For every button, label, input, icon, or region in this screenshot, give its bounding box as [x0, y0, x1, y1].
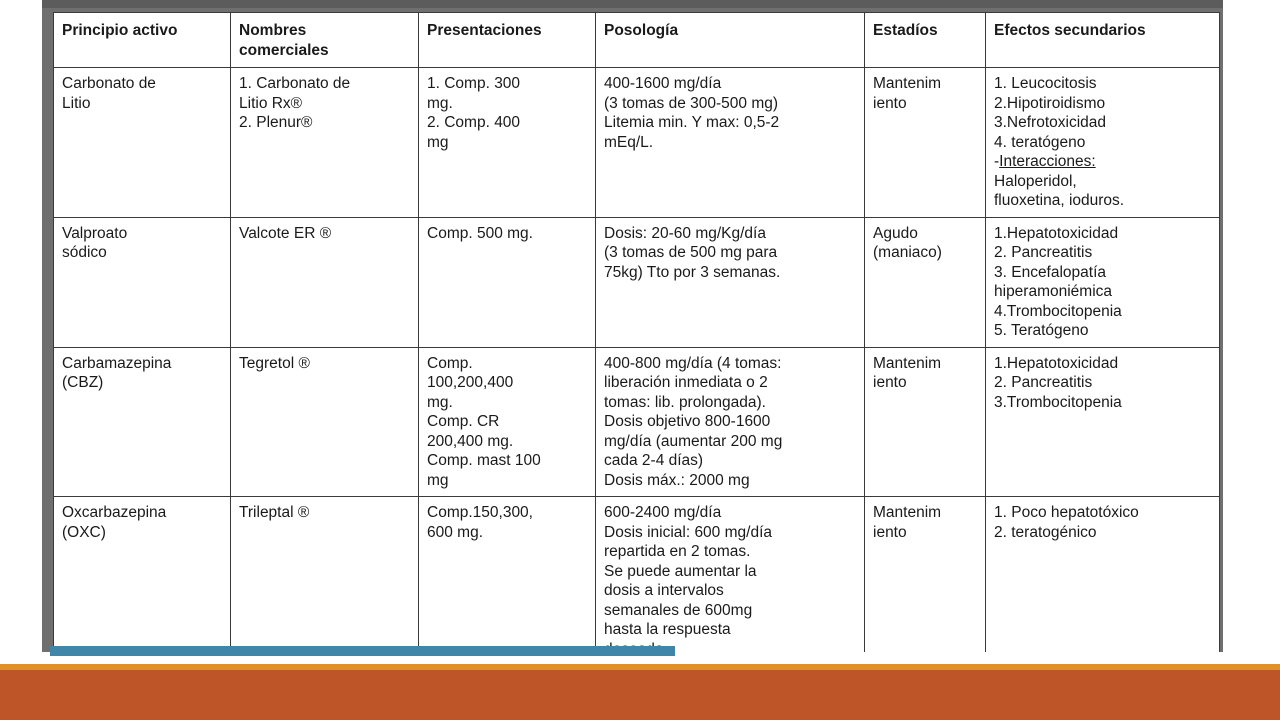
cell-presentaciones: 1. Comp. 300 mg. 2. Comp. 400 mg: [419, 68, 596, 218]
cell-efectos: 1. Poco hepatotóxico 2. teratogénico: [986, 497, 1220, 653]
cell-efectos: 1.Hepatotoxicidad 2. Pancreatitis 3.Trombocitopenia: [986, 347, 1220, 497]
cell-efectos: 1. Leucocitosis 2.Hipotiroidismo 3.Nefrotoxicidad 4. teratógeno -Interacciones: Haloperidol, fluoxetina, ioduros.: [986, 68, 1220, 218]
cell-nombres: Tegretol ®: [231, 347, 419, 497]
cell-efectos: 1.Hepatotoxicidad 2. Pancreatitis 3. Encefalopatía hiperamoniémica 4.Trombocitopenia 5. Teratógeno: [986, 217, 1220, 347]
table-header-row: [54, 13, 1220, 68]
table-row: [54, 217, 1220, 347]
efectos-list: 1. Leucocitosis 2.Hipotiroidismo 3.Nefrotoxicidad 4. teratógeno: [994, 75, 1107, 151]
footer-accent-bar: [0, 670, 1280, 720]
cell-estadios: Mantenim iento: [865, 497, 986, 653]
cell-posologia: 400-800 mg/día (4 tomas: liberación inmediata o 2 tomas: lib. prolongada). Dosis objetivo 800-1600 mg/día (aumentar 200 mg cada 2-4 días) Dosis máx.: 2000 mg: [596, 347, 865, 497]
cell-posologia: 600-2400 mg/día Dosis inicial: 600 mg/día repartida en 2 tomas. Se puede aumentar la dosis a intervalos semanales de 600mg hasta la respuesta: [596, 497, 865, 653]
cell-presentaciones: Comp. 100,200,400 mg. Comp. CR 200,400 mg. Comp. mast 100 mg: [419, 347, 596, 497]
header-efectos-secundarios: Efectos secundarios: [986, 13, 1220, 68]
cell-nombres: 1. Carbonato de Litio Rx® 2. Plenur®: [231, 68, 419, 218]
table-row: [54, 68, 1220, 218]
table-image-frame: [42, 0, 1223, 652]
medication-table: [53, 12, 1220, 652]
cell-nombres: Trileptal ®: [231, 497, 419, 653]
cell-principio: Oxcarbazepina (OXC): [54, 497, 231, 653]
cell-estadios: Agudo (maniaco): [865, 217, 986, 347]
cell-presentaciones: Comp. 500 mg.: [419, 217, 596, 347]
cell-estadios: Mantenim iento: [865, 347, 986, 497]
table-row: [54, 347, 1220, 497]
cell-presentaciones: Comp.150,300, 600 mg.: [419, 497, 596, 653]
header-presentaciones: Presentaciones: [419, 13, 596, 68]
cell-posologia: Dosis: 20-60 mg/Kg/día (3 tomas de 500 mg para 75kg) Tto por 3 semanas.: [596, 217, 865, 347]
cell-estadios: Mantenim iento: [865, 68, 986, 218]
cell-principio: Carbamazepina (CBZ): [54, 347, 231, 497]
table-row: [54, 497, 1220, 653]
image-bottom-strip: [50, 646, 675, 656]
cell-principio: Valproato sódico: [54, 217, 231, 347]
frame-top-strip: [42, 0, 1223, 8]
header-posologia: Posología: [596, 13, 865, 68]
cell-posologia: 400-1600 mg/día (3 tomas de 300-500 mg) Litemia min. Y max: 0,5-2 mEq/L.: [596, 68, 865, 218]
header-principio-activo: Principio activo: [54, 13, 231, 68]
table-wrap: [53, 12, 1219, 652]
header-nombres-comerciales: Nombres comerciales: [231, 13, 419, 68]
cell-principio: Carbonato de Litio: [54, 68, 231, 218]
interacciones-list: Haloperidol, fluoxetina, ioduros.: [994, 172, 1125, 209]
header-estadios: Estadíos: [865, 13, 986, 68]
interacciones-label: Interacciones:: [999, 153, 1096, 170]
cell-nombres: Valcote ER ®: [231, 217, 419, 347]
